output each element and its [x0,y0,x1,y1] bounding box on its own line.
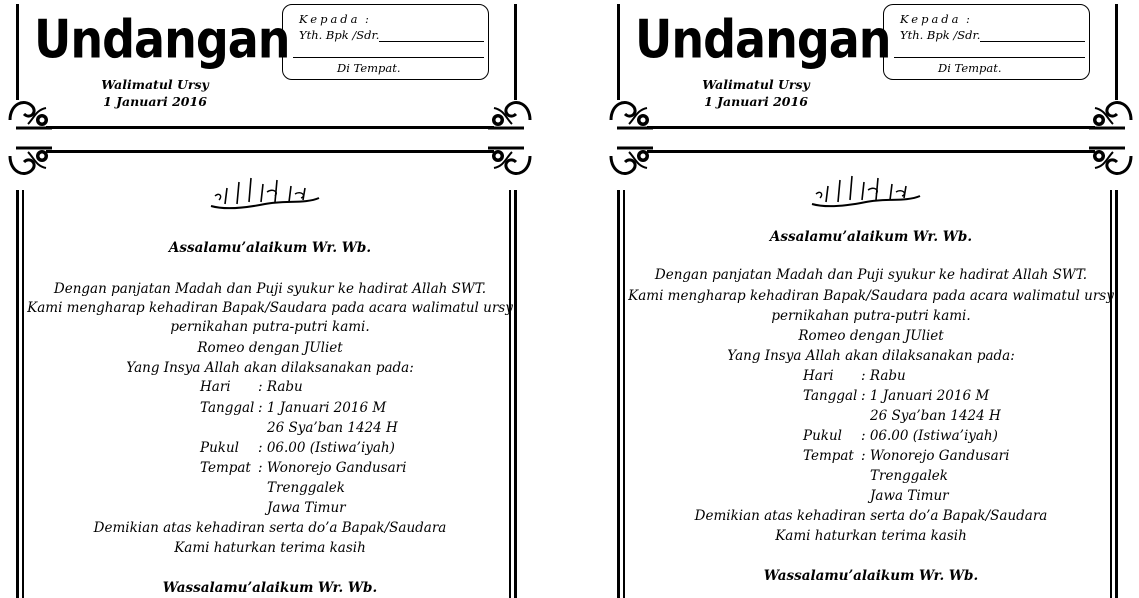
detail-value: : Wonorejo Gandusari [258,460,407,476]
letter-line: Dengan panjatan Madah dan Puji syukur ke hadirat Allah SWT. [654,267,1088,283]
couple-names: Romeo dengan JUliet [197,340,343,356]
ornament-corner-icon [6,84,58,132]
detail-label: Tanggal [200,400,255,416]
subtitle-date: 1 Januari 2016 [704,94,808,109]
address-kepada: Kepada [900,12,962,26]
detail-label: Tempat [803,448,854,464]
detail-value: : 06.00 (Istiwa’iyah) [258,440,395,456]
recipient-address-line [293,57,484,58]
detail-value: : Rabu [258,379,303,395]
invitation-title: Undangan [34,8,290,71]
frame-line-body-top [46,150,494,153]
invitation-card-left [0,0,540,598]
letter-line: Yang Insya Allah akan dilaksanakan pada: [727,348,1015,364]
detail-value: Jawa Timur [267,500,346,516]
subtitle-event: Walimatul Ursy [702,77,810,92]
detail-value: Jawa Timur [870,488,949,504]
letter-line: Kami mengharap kehadiran Bapak/Saudara pada acara walimatul ursy [628,288,1114,304]
recipient-name-line [980,41,1085,42]
ornament-corner-icon [482,144,534,192]
detail-label: Pukul [200,440,239,456]
letter-line: Kami mengharap kehadiran Bapak/Saudara pada acara walimatul ursy [27,300,513,316]
address-recipient-label: Yth. Bpk /Sdr. [299,28,380,42]
letter-line: pernikahan putra-putri kami. [170,319,370,335]
address-tempat: Di Tempat. [337,61,401,75]
detail-label: Tanggal [803,388,858,404]
address-tempat: Di Tempat. [938,61,1002,75]
invitation-subtitle [90,76,220,110]
address-kepada-colon: : [966,12,970,26]
detail-value: 26 Sya’ban 1424 H [267,420,398,436]
ornament-corner-icon [1083,144,1135,192]
frame-line-top-bottom [647,126,1095,129]
detail-value: : 1 Januari 2016 M [258,400,387,416]
detail-value: : 1 Januari 2016 M [861,388,990,404]
detail-value: Trenggalek [267,480,345,496]
greeting: Assalamu’alaikum Wr. Wb. [769,229,973,245]
detail-label: Hari [200,379,231,395]
frame-line-left-body [617,190,620,598]
greeting: Assalamu’alaikum Wr. Wb. [168,240,372,256]
address-box [883,4,1090,80]
invitation-subtitle [691,76,821,110]
couple-names: Romeo dengan JUliet [798,328,944,344]
closing-line: Demikian atas kehadiran serta do’a Bapak/Saudara [694,508,1048,524]
closing-line: Kami haturkan terima kasih [174,540,366,556]
detail-value: : 06.00 (Istiwa’iyah) [861,428,998,444]
subtitle-date: 1 Januari 2016 [103,94,207,109]
address-kepada-colon: : [365,12,369,26]
detail-value: Trenggalek [870,468,948,484]
ornament-corner-icon [6,144,58,192]
frame-line-body-top [647,150,1095,153]
detail-label: Tempat [200,460,251,476]
ornament-corner-icon [607,84,659,132]
recipient-name-line [379,41,484,42]
detail-value: : Wonorejo Gandusari [861,448,1010,464]
detail-label: Hari [803,368,834,384]
farewell: Wassalamu’alaikum Wr. Wb. [162,580,378,596]
closing-line: Kami haturkan terima kasih [775,528,967,544]
address-box [282,4,489,80]
invitation-title: Undangan [635,8,891,71]
frame-line-left-body [16,190,19,598]
address-recipient-label: Yth. Bpk /Sdr. [900,28,981,42]
ornament-corner-icon [607,144,659,192]
detail-label: Pukul [803,428,842,444]
letter-line: Dengan panjatan Madah dan Puji syukur ke hadirat Allah SWT. [53,281,487,297]
detail-value: : Rabu [861,368,906,384]
letter-line: pernikahan putra-putri kami. [771,308,971,324]
address-kepada: Kepada [299,12,361,26]
bismillah-calligraphy-icon [205,174,325,214]
recipient-address-line [894,57,1085,58]
frame-line-top-bottom [46,126,494,129]
invitation-card-right [601,0,1139,598]
closing-line: Demikian atas kehadiran serta do’a Bapak/Saudara [93,520,447,536]
subtitle-event: Walimatul Ursy [101,77,209,92]
farewell: Wassalamu’alaikum Wr. Wb. [763,568,979,584]
letter-line: Yang Insya Allah akan dilaksanakan pada: [126,360,414,376]
ornament-corner-icon [482,84,534,132]
ornament-corner-icon [1083,84,1135,132]
bismillah-calligraphy-icon [806,172,926,212]
detail-value: 26 Sya’ban 1424 H [870,408,1001,424]
